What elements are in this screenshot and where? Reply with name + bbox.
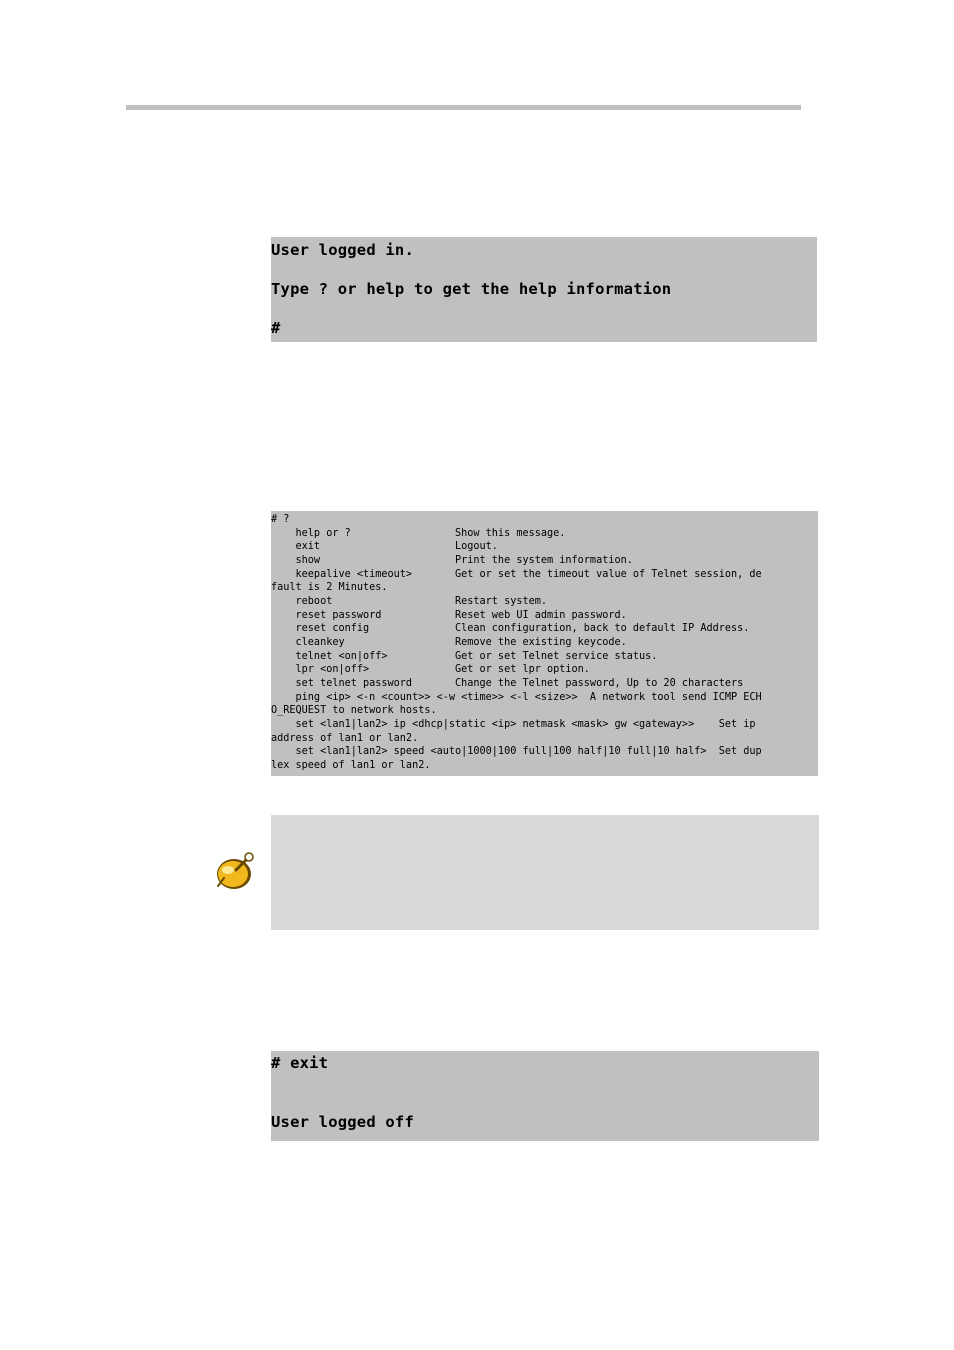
terminal-line: fault is 2 Minutes. bbox=[271, 582, 388, 594]
terminal-line bbox=[271, 1074, 819, 1094]
terminal-line: # ? bbox=[271, 514, 290, 525]
terminal-line: address of lan1 or lan2. bbox=[271, 732, 419, 744]
terminal-line: show Print the system information. bbox=[271, 554, 633, 566]
pushpin-note-icon bbox=[214, 852, 256, 894]
terminal-line: help or ? Show this message. bbox=[271, 527, 566, 539]
terminal-line: reboot Restart system. bbox=[271, 595, 548, 607]
terminal-line: User logged off bbox=[271, 1112, 414, 1131]
terminal-prompt: # bbox=[271, 319, 281, 337]
terminal-line: telnet <on|off> Get or set Telnet service status. bbox=[271, 650, 658, 662]
terminal-line: ping <ip> <-n <count>> <-w <time>> <-l <size>> A network tool send ICMP ECH bbox=[271, 691, 762, 703]
terminal-login-screenshot bbox=[271, 237, 817, 342]
terminal-line bbox=[271, 300, 817, 320]
terminal-line bbox=[271, 261, 817, 281]
terminal-line: reset config Clean configuration, back to default IP Address. bbox=[271, 623, 750, 635]
terminal-line bbox=[271, 1093, 819, 1113]
terminal-line: lpr <on|off> Get or set lpr option. bbox=[271, 664, 590, 676]
terminal-help-screenshot bbox=[271, 511, 818, 776]
terminal-line: reset password Reset web UI admin password. bbox=[271, 609, 627, 621]
terminal-line: # exit bbox=[271, 1054, 329, 1072]
terminal-line: set <lan1|lan2> ip <dhcp|static <ip> netmask <mask> gw <gateway>> Set ip bbox=[271, 718, 756, 730]
terminal-line: Type ? or help to get the help information bbox=[271, 280, 672, 298]
terminal-line: exit Logout. bbox=[271, 541, 498, 553]
terminal-line: keepalive <timeout> Get or set the timeout value of Telnet session, de bbox=[271, 568, 762, 580]
terminal-logoff-screenshot bbox=[271, 1051, 819, 1141]
header-rule bbox=[126, 105, 801, 110]
terminal-line: lex speed of lan1 or lan2. bbox=[271, 759, 431, 771]
terminal-line: set <lan1|lan2> speed <auto|1000|100 full|100 half|10 full|10 half> Set dup bbox=[271, 746, 762, 758]
terminal-line: User logged in. bbox=[271, 241, 414, 259]
terminal-line: O_REQUEST to network hosts. bbox=[271, 705, 437, 717]
terminal-line: set telnet password Change the Telnet password, Up to 20 characters bbox=[271, 677, 744, 689]
note-callout-box bbox=[271, 815, 819, 930]
terminal-line: cleankey Remove the existing keycode. bbox=[271, 636, 627, 648]
